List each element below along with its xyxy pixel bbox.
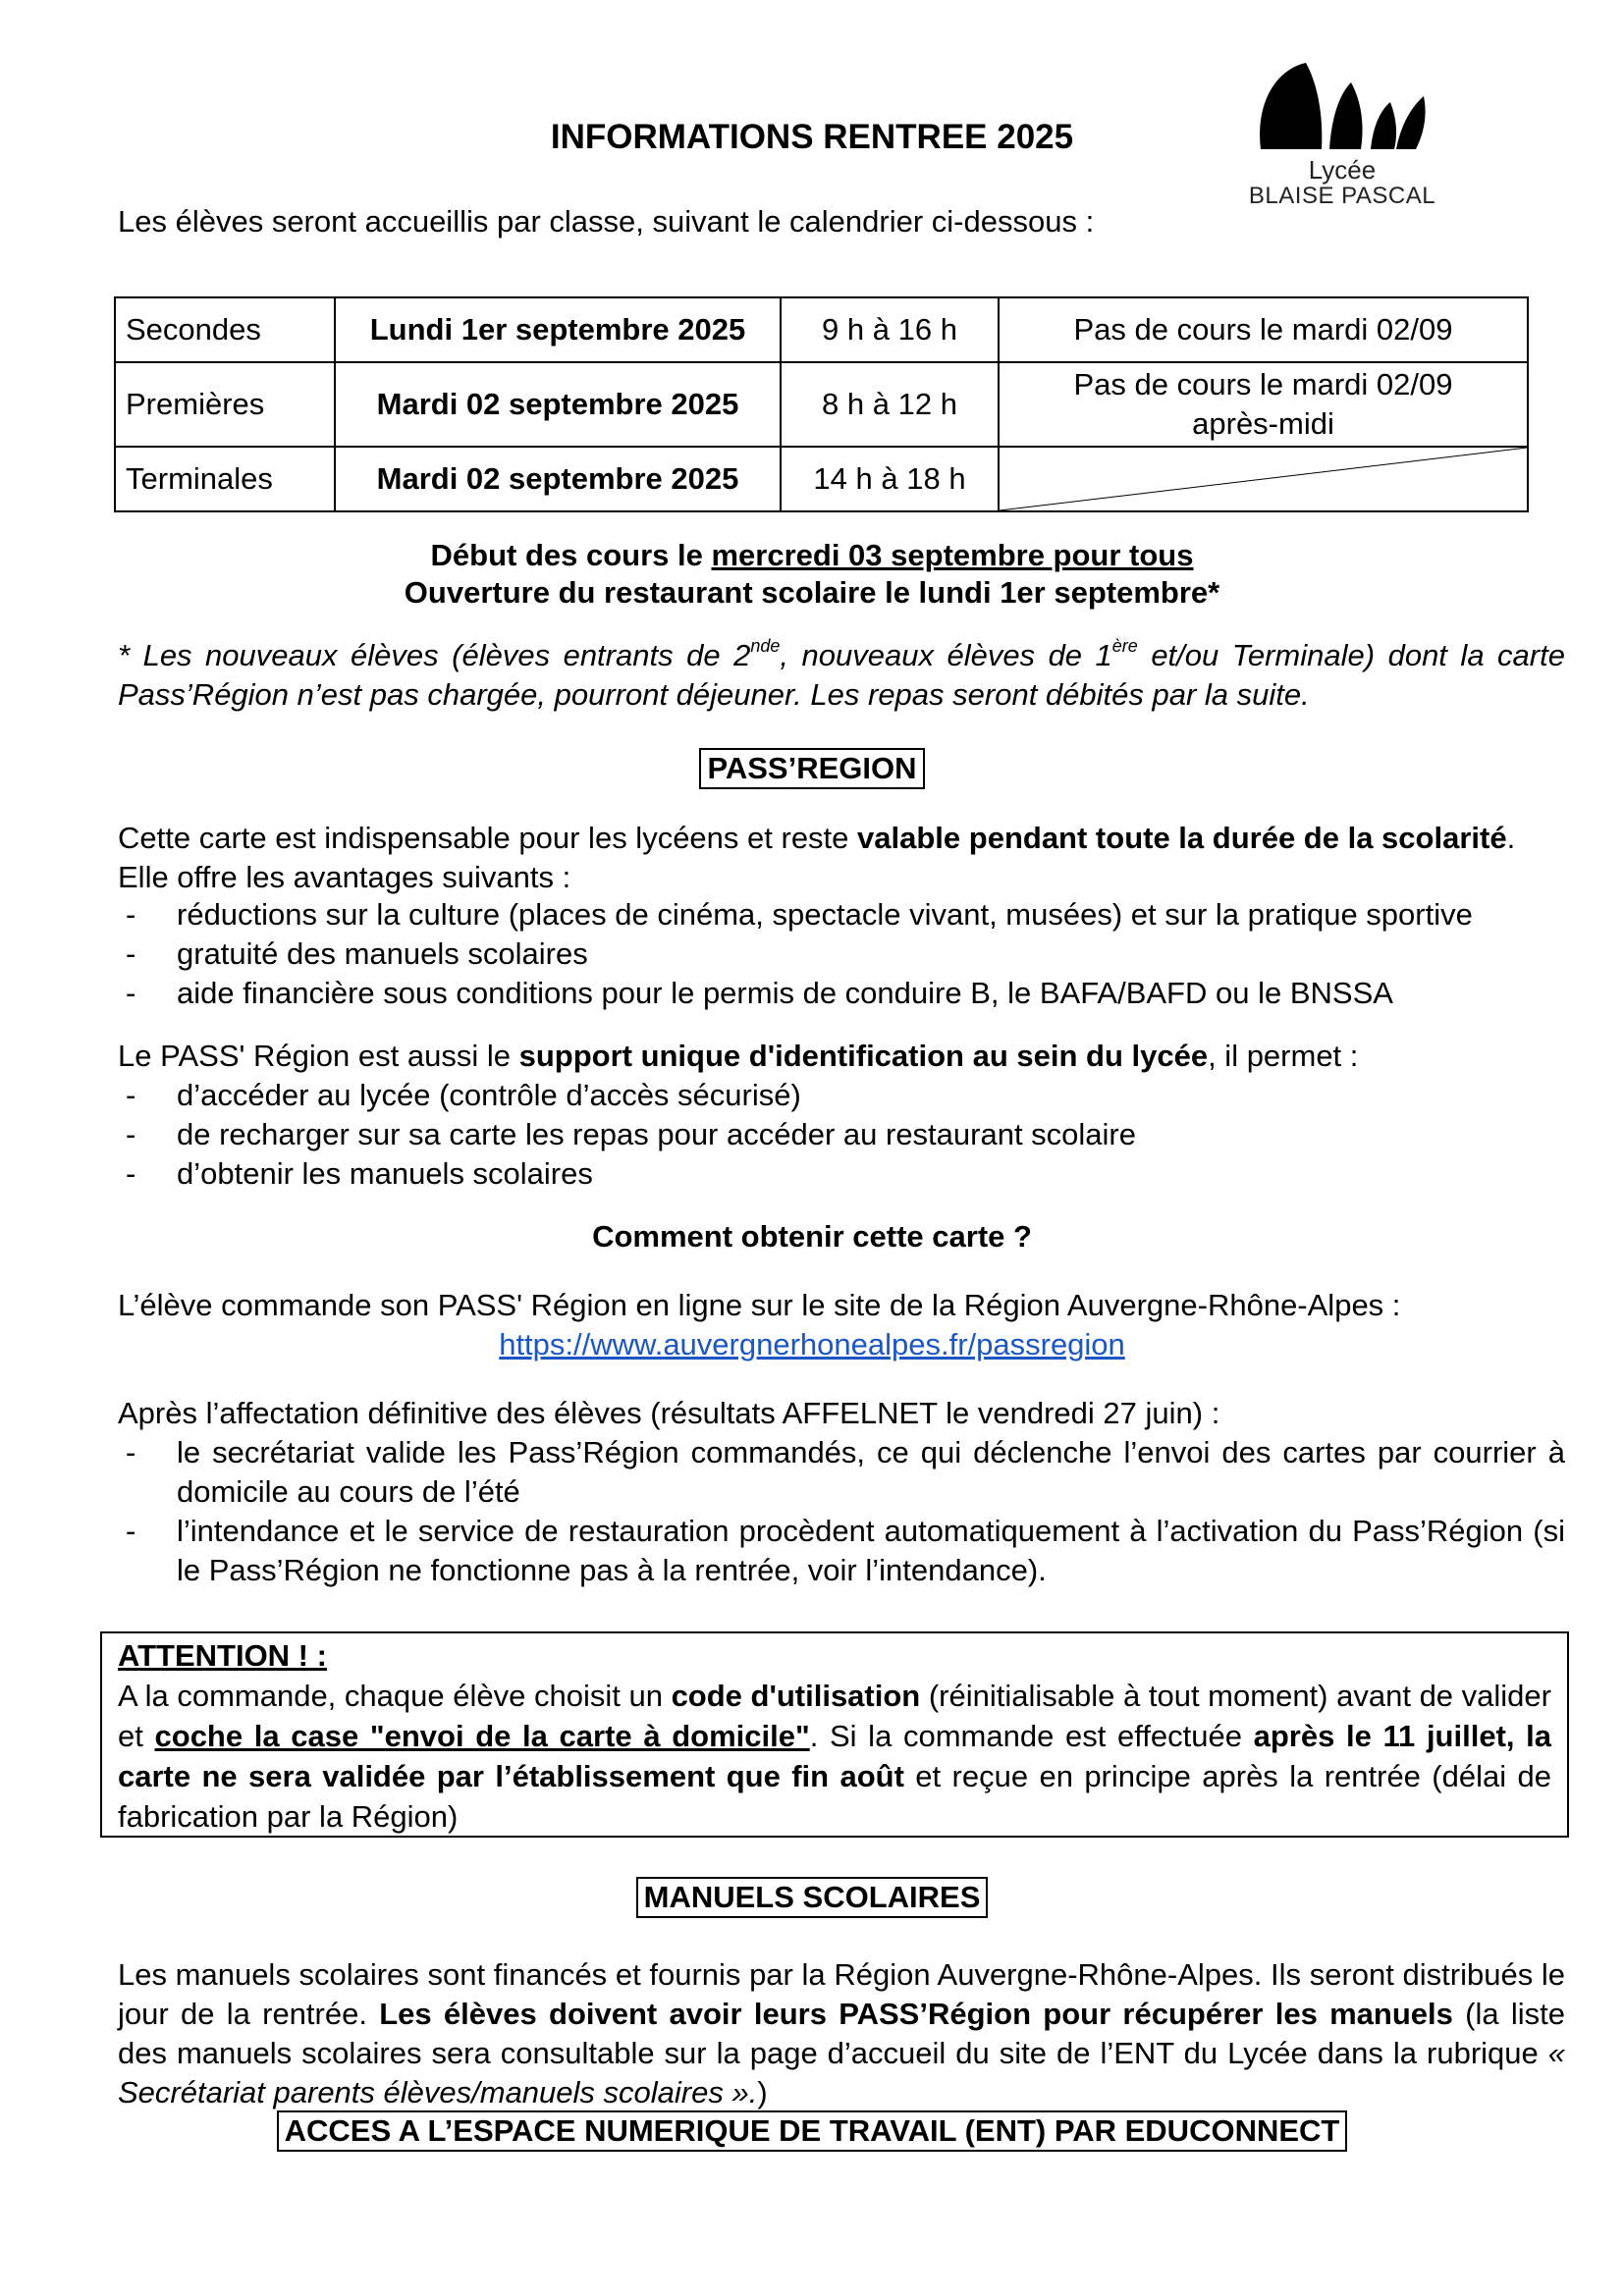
pass-region-link[interactable]: https://www.auvergnerhonealpes.fr/passregion [499, 1327, 1125, 1362]
logo-text-school-name: BLAISE PASCAL [1248, 183, 1436, 209]
list-item: - réductions sur la culture (places de cinéma, spectacle vivant, musées) et sur la pratique sportive [118, 895, 1565, 934]
note-line: Pas de cours le mardi 02/09 [1073, 367, 1453, 401]
obtain-card-text: L’élève commande son PASS' Région en ligne sur le site de la Région Auvergne-Rhône-Alpes : [118, 1288, 1401, 1322]
manuels-text: Les manuels scolaires sont financés et fournis par la Région Auvergne-Rhône-Alpes. Ils seront distribués le jour de la rentrée. Les élèves doivent avoir leurs PASS’Région pour récupérer les manuels (la liste des manuels scolaires sera consultable sur la page d’accueil du site de l’ENT du Lycée dans la rubrique « Secrétariat parents élèves/manuels scolaires ».) [118, 1957, 1565, 2109]
hours-cell: 8 h à 12 h [781, 362, 999, 447]
list-item: - de recharger sur sa carte les repas pour accéder au restaurant scolaire [118, 1115, 1565, 1154]
list-item: - gratuité des manuels scolaires [118, 934, 1565, 974]
date-cell: Mardi 02 septembre 2025 [335, 362, 781, 447]
note-line: après-midi [1192, 406, 1334, 441]
note-cell [999, 362, 1528, 447]
date-cell: Mardi 02 septembre 2025 [335, 447, 781, 511]
obtain-card-heading: Comment obtenir cette carte ? [592, 1219, 1032, 1254]
diagonal-line [1000, 448, 1527, 510]
pass-advantages-list [118, 895, 1565, 1013]
list-item: - aide financière sous conditions pour le permis de conduire B, le BAFA/BAFD ou le BNSSA [118, 974, 1565, 1013]
pass-uses-list [118, 1076, 1565, 1194]
manuels-heading: MANUELS SCOLAIRES [0, 1877, 1624, 1918]
debut-cours-line: Début des cours le mercredi 03 septembre pour tous [430, 538, 1194, 572]
class-cell: Terminales [115, 447, 335, 511]
hours-cell: 14 h à 18 h [781, 447, 999, 511]
logo-text-lycee: Lycée [1308, 155, 1377, 185]
list-item: - l’intendance et le service de restauration procèdent automatiquement à l’activation du Pass’Région (si le Pass’Région ne fonctionne pas à la rentrée, voir l’intendance). [118, 1512, 1565, 1590]
attention-heading: ATTENTION ! : [118, 1638, 327, 1673]
table-row [115, 362, 1528, 447]
after-assignment-list [118, 1433, 1565, 1590]
attention-box [100, 1631, 1569, 1838]
pass-support-text: Le PASS' Région est aussi le support unique d'identification au sein du lycée, il permet : [118, 1039, 1359, 1073]
date-cell: Lundi 1er septembre 2025 [335, 297, 781, 362]
footnote: * Les nouveaux élèves (élèves entrants de 2nde, nouveaux élèves de 1ère et/ou Terminale) dont la carte Pass’Région n’est pas chargée, pourront déjeuner. Les repas seront débités par la suite. [118, 635, 1565, 712]
schedule-table [114, 296, 1529, 512]
intro-text: Les élèves seront accueillis par classe, suivant le calendrier ci-dessous : [118, 204, 1095, 239]
pass-intro-text: Cette carte est indispensable pour les lycéens et reste valable pendant toute la durée de la scolarité. Elle offre les avantages suivants : [118, 821, 1516, 894]
table-row [115, 447, 1528, 511]
list-item: - d’obtenir les manuels scolaires [118, 1154, 1565, 1194]
ent-heading: ACCES A L’ESPACE NUMERIQUE DE TRAVAIL (ENT) PAR EDUCONNECT [0, 2110, 1624, 2152]
hours-cell: 9 h à 16 h [781, 297, 999, 362]
class-cell: Secondes [115, 297, 335, 362]
pass-region-link-line [0, 1325, 1624, 1364]
restaurant-line: Ouverture du restaurant scolaire le lundi 1er septembre* [404, 575, 1220, 610]
empty-diagonal-cell [999, 447, 1528, 511]
note-cell: Pas de cours le mardi 02/09 [999, 297, 1528, 362]
table-row [115, 297, 1528, 362]
class-cell: Premières [115, 362, 335, 447]
after-assignment-text: Après l’affectation définitive des élèves (résultats AFFELNET le vendredi 27 juin) : [118, 1396, 1220, 1430]
attention-text: A la commande, chaque élève choisit un code d'utilisation (réinitialisable à tout moment) avant de valider et coche la case "envoi de la carte à domicile". Si la commande est effectuée après le 11 juillet, la carte ne sera validée par l’établissement que fin août et reçue en principe après la rentrée (délai de fabrication par la Région) [118, 1679, 1552, 1834]
list-item: - d’accéder au lycée (contrôle d’accès sécurisé) [118, 1076, 1565, 1115]
pass-region-heading: PASS’REGION [0, 748, 1624, 789]
list-item: - le secrétariat valide les Pass’Région commandés, ce qui déclenche l’envoi des cartes par courrier à domicile au cours de l’été [118, 1433, 1565, 1512]
page-title: INFORMATIONS RENTREE 2025 [550, 118, 1074, 156]
